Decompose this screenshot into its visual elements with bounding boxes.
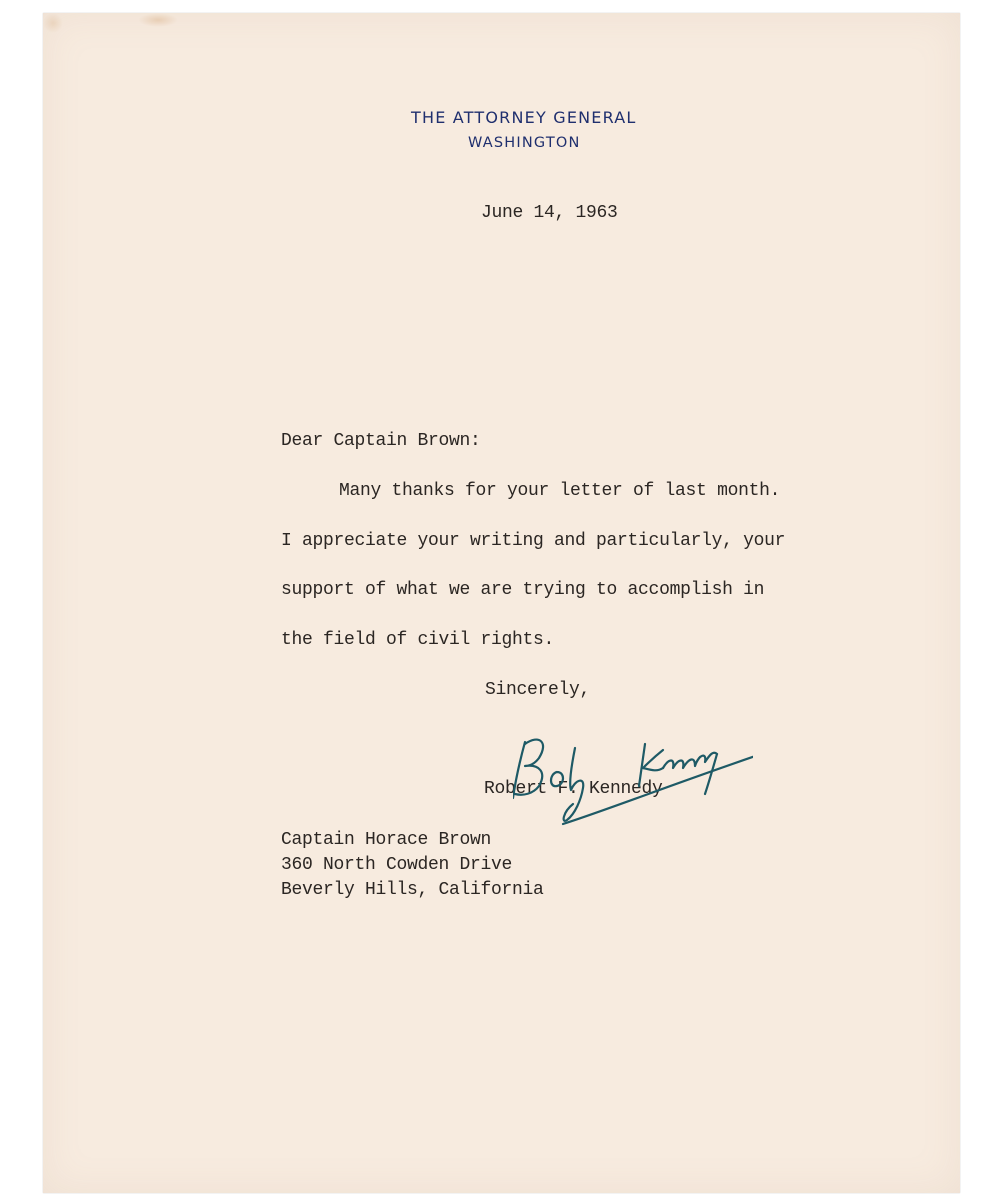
recipient-street: 360 North Cowden Drive — [281, 855, 513, 875]
body-line: support of what we are trying to accomplish in — [281, 580, 765, 600]
salutation: Dear Captain Brown: — [281, 431, 481, 451]
paper-stain — [138, 13, 178, 27]
signature-stroke — [551, 772, 563, 786]
signature-stroke — [639, 744, 645, 786]
signature-stroke — [513, 742, 525, 798]
letterhead-city: WASHINGTON — [468, 135, 581, 151]
closing: Sincerely, — [485, 680, 591, 700]
handwritten-signature — [513, 728, 753, 838]
body-line: I appreciate your writing and particularly, your — [281, 531, 786, 551]
signature-stroke — [564, 748, 584, 821]
recipient-city: Beverly Hills, California — [281, 880, 544, 900]
signature-stroke — [643, 750, 663, 770]
signature-stroke — [663, 753, 717, 768]
letterhead-title: THE ATTORNEY GENERAL — [411, 108, 637, 127]
letter-sheet — [43, 13, 960, 1193]
typed-signature-name: Robert F. Kennedy — [484, 779, 663, 799]
paper-stain — [43, 13, 63, 33]
letter-date: June 14, 1963 — [481, 203, 618, 223]
recipient-name: Captain Horace Brown — [281, 830, 492, 850]
body-line: the field of civil rights. — [281, 630, 555, 650]
signature-flourish — [563, 746, 753, 824]
body-line: Many thanks for your letter of last month. — [339, 481, 781, 501]
